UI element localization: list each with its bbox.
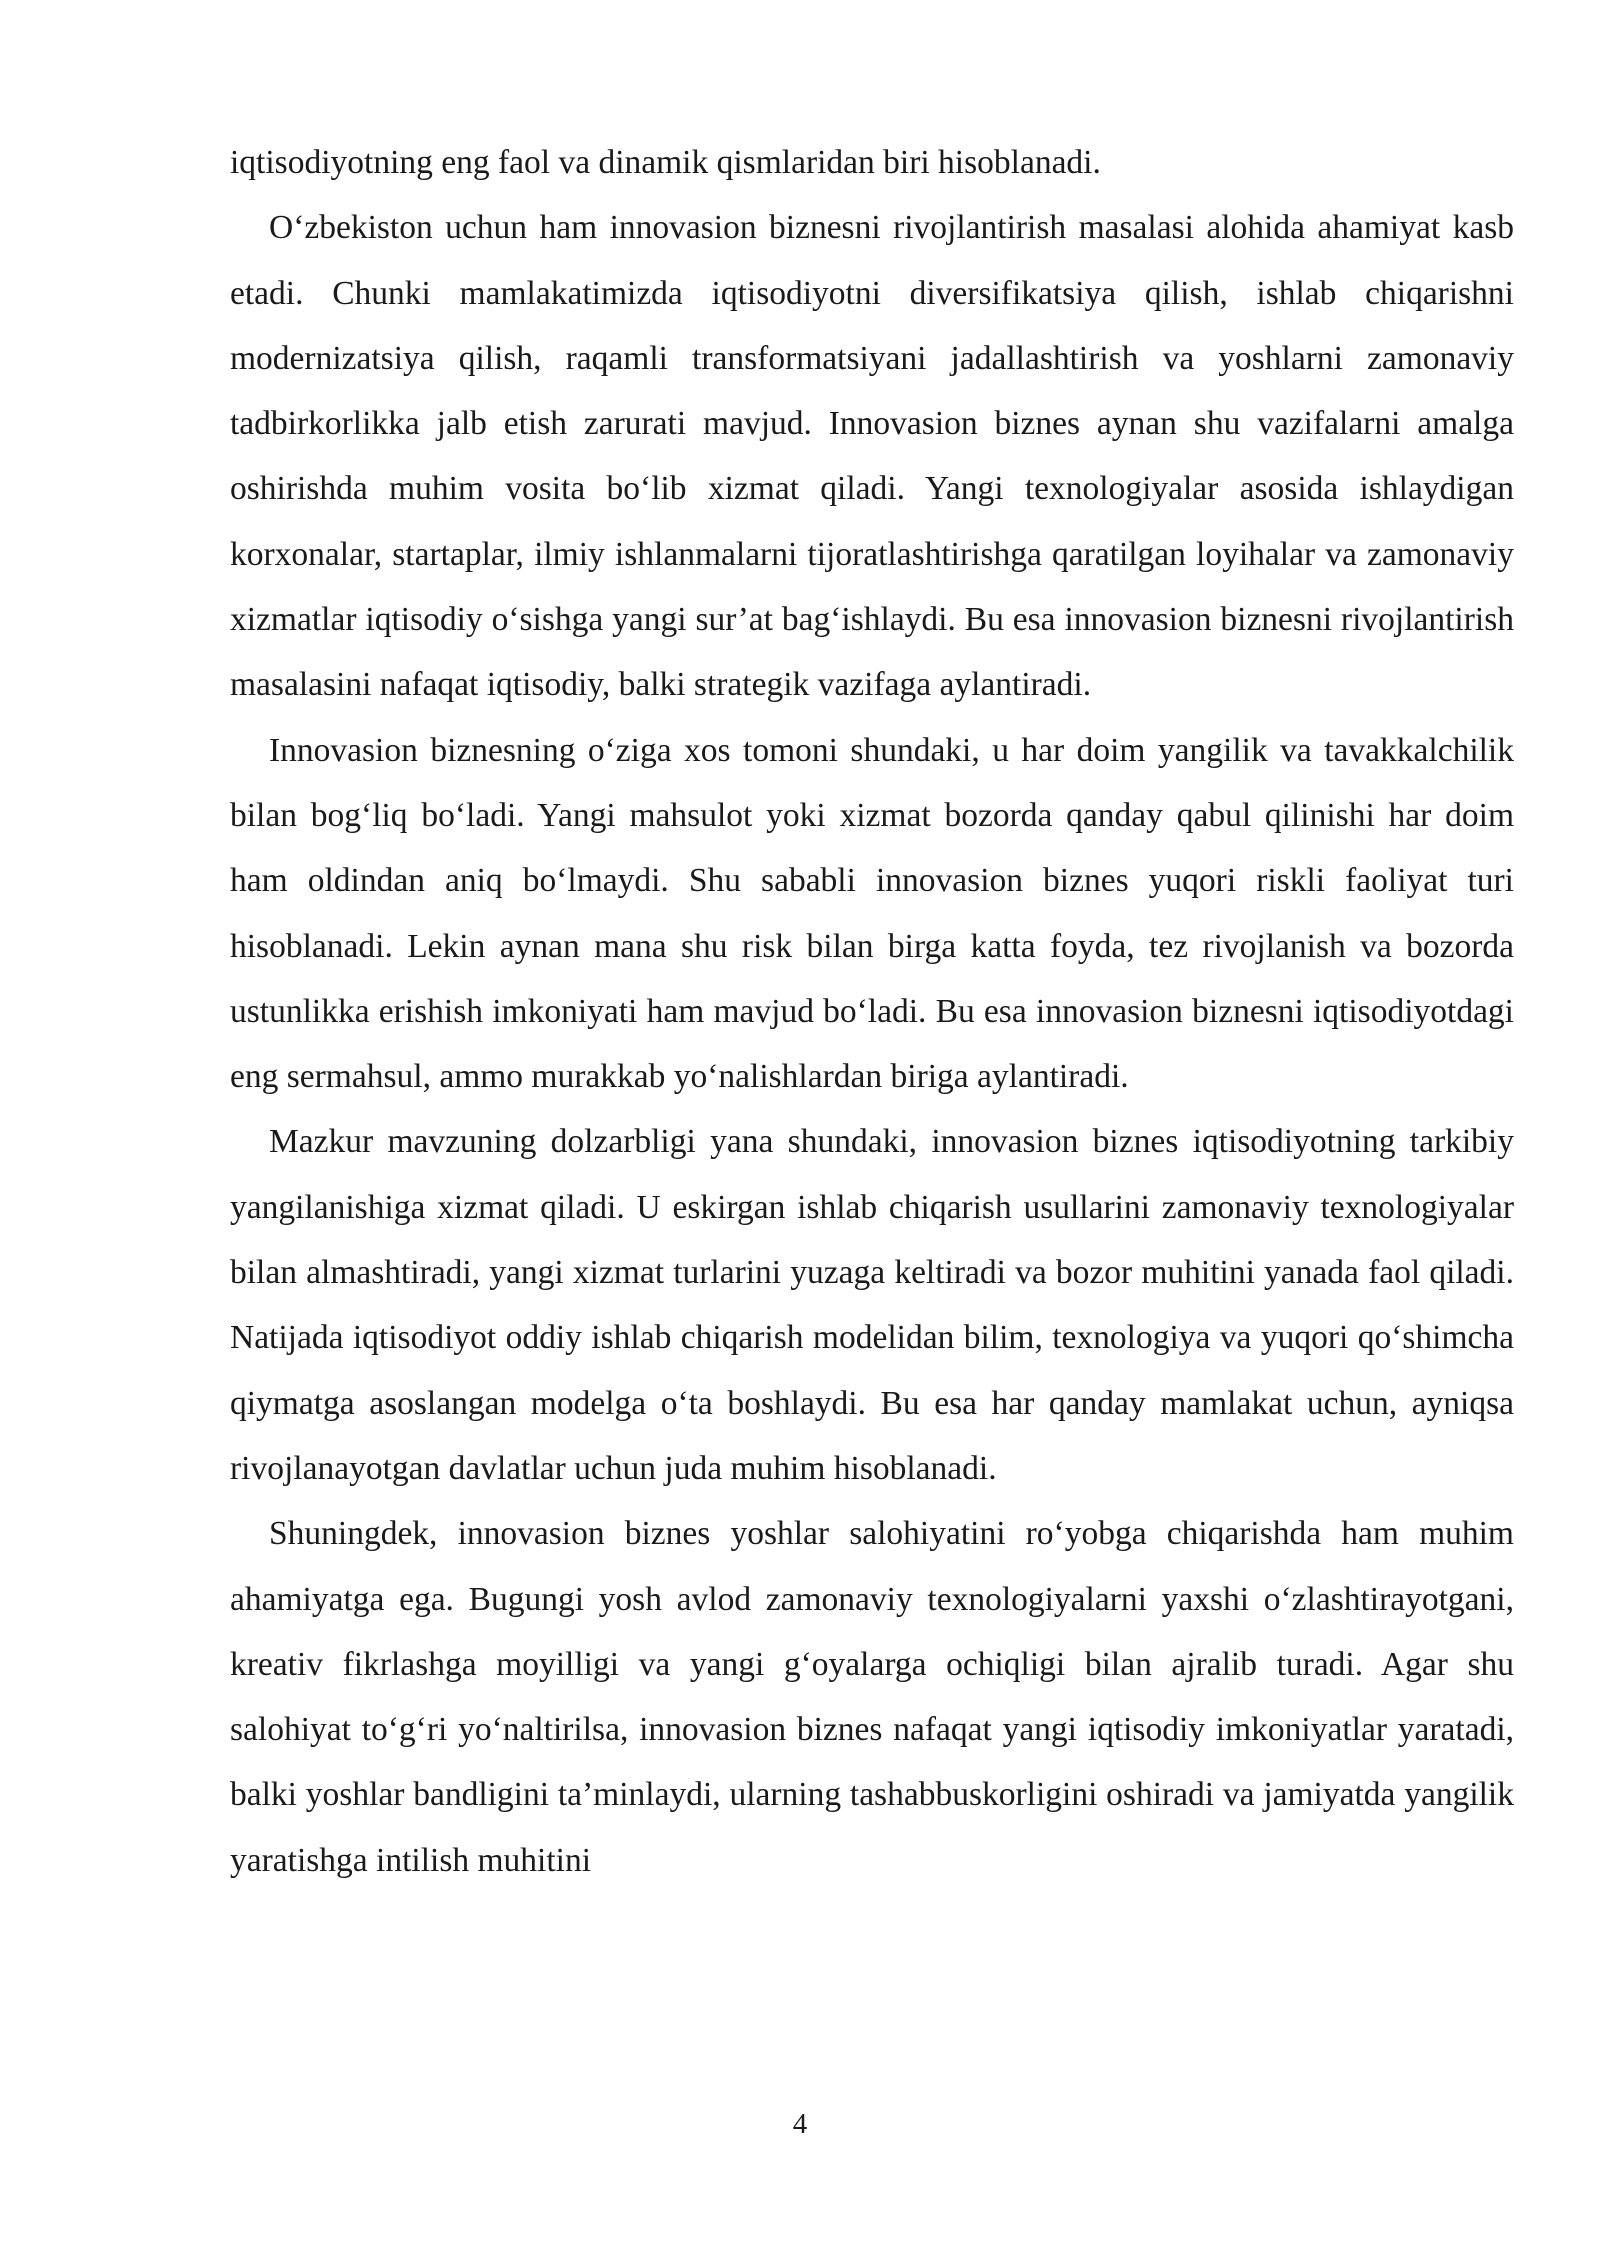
paragraph: Innovasion biznesning o‘ziga xos tomoni shundaki, u har doim yangilik va tavakkalchilik bilan bog‘liq bo‘ladi. Yangi mahsulot yoki xizmat bozorda qanday qabul qilinishi har doim ham oldindan aniq bo‘lmaydi. Shu sababli innovasion biznes yuqori riskli faoliyat turi hisoblanadi. Lekin aynan mana shu risk bilan birga katta foyda, tez rivojlanish va bozorda ustunlikka erishish imkoniyati ham mavjud bo‘ladi. Bu esa innovasion biznesni iqtisodiyotdagi eng sermahsul, ammo murakkab yo‘nalishlardan biriga aylantiradi. (230, 731, 1514, 1096)
paragraph: Shuningdek, innovasion biznes yoshlar salohiyatini ro‘yobga chiqarishda ham muhim ahamiyatga ega. Bugungi yosh avlod zamonaviy texnologiyalarni yaxshi o‘zlashtirayotgani, kreativ fikrlashga moyilligi va yangi g‘oyalarga ochiqligi bilan ajralib turadi. Agar shu salohiyat to‘g‘ri yo‘naltirilsa, innovasion biznes nafaqat yangi iqtisodiy imkoniyatlar yaratadi, balki yoshlar bandligini ta’minlaydi, ularning tashabbuskorligini oshiradi va jamiyatda yangilik yaratishga intilish muhitini (230, 1515, 1514, 1879)
body-text (230, 130, 1514, 1893)
paragraph: O‘zbekiston uchun ham innovasion biznesni rivojlantirish masalasi alohida ahamiyat kasb etadi. Chunki mamlakatimizda iqtisodiyotni diversifikatsiya qilish, ishlab chiqarishni modernizatsiya qilish, raqamli transformatsiyani jadallashtirish va yoshlarni zamonaviy tadbirkorlikka jalb etish zarurati mavjud. Innovasion biznes aynan shu vazifalarni amalga oshirishda muhim vosita bo‘lib xizmat qiladi. Yangi texnologiyalar asosida ishlaydigan korxonalar, startaplar, ilmiy ishlanmalarni tijoratlashtirishga qaratilgan loyihalar va zamonaviy xizmatlar iqtisodiy o‘sishga yangi sur’at bag‘ishlaydi. Bu esa innovasion biznesni rivojlantirish masalasini nafaqat iqtisodiy, balki strategik vazifaga aylantiradi. (230, 209, 1514, 704)
paragraph: Mazkur mavzuning dolzarbligi yana shundaki, innovasion biznes iqtisodiyotning tarkibiy yangilanishiga xizmat qiladi. U eskirgan ishlab chiqarish usullarini zamonaviy texnologiyalar bilan almashtiradi, yangi xizmat turlarini yuzaga keltiradi va bozor muhitini yanada faol qiladi. Natijada iqtisodiyot oddiy ishlab chiqarish modelidan bilim, texnologiya va yuqori qo‘shimcha qiymatga asoslangan modelga o‘ta boshlaydi. Bu esa har qanday mamlakat uchun, ayniqsa rivojlanayotgan davlatlar uchun juda muhim hisoblanadi. (230, 1123, 1514, 1487)
page-number: 4 (792, 2108, 808, 2140)
paragraph-continued: iqtisodiyotning eng faol va dinamik qismlaridan biri hisoblanadi. (230, 144, 1101, 181)
